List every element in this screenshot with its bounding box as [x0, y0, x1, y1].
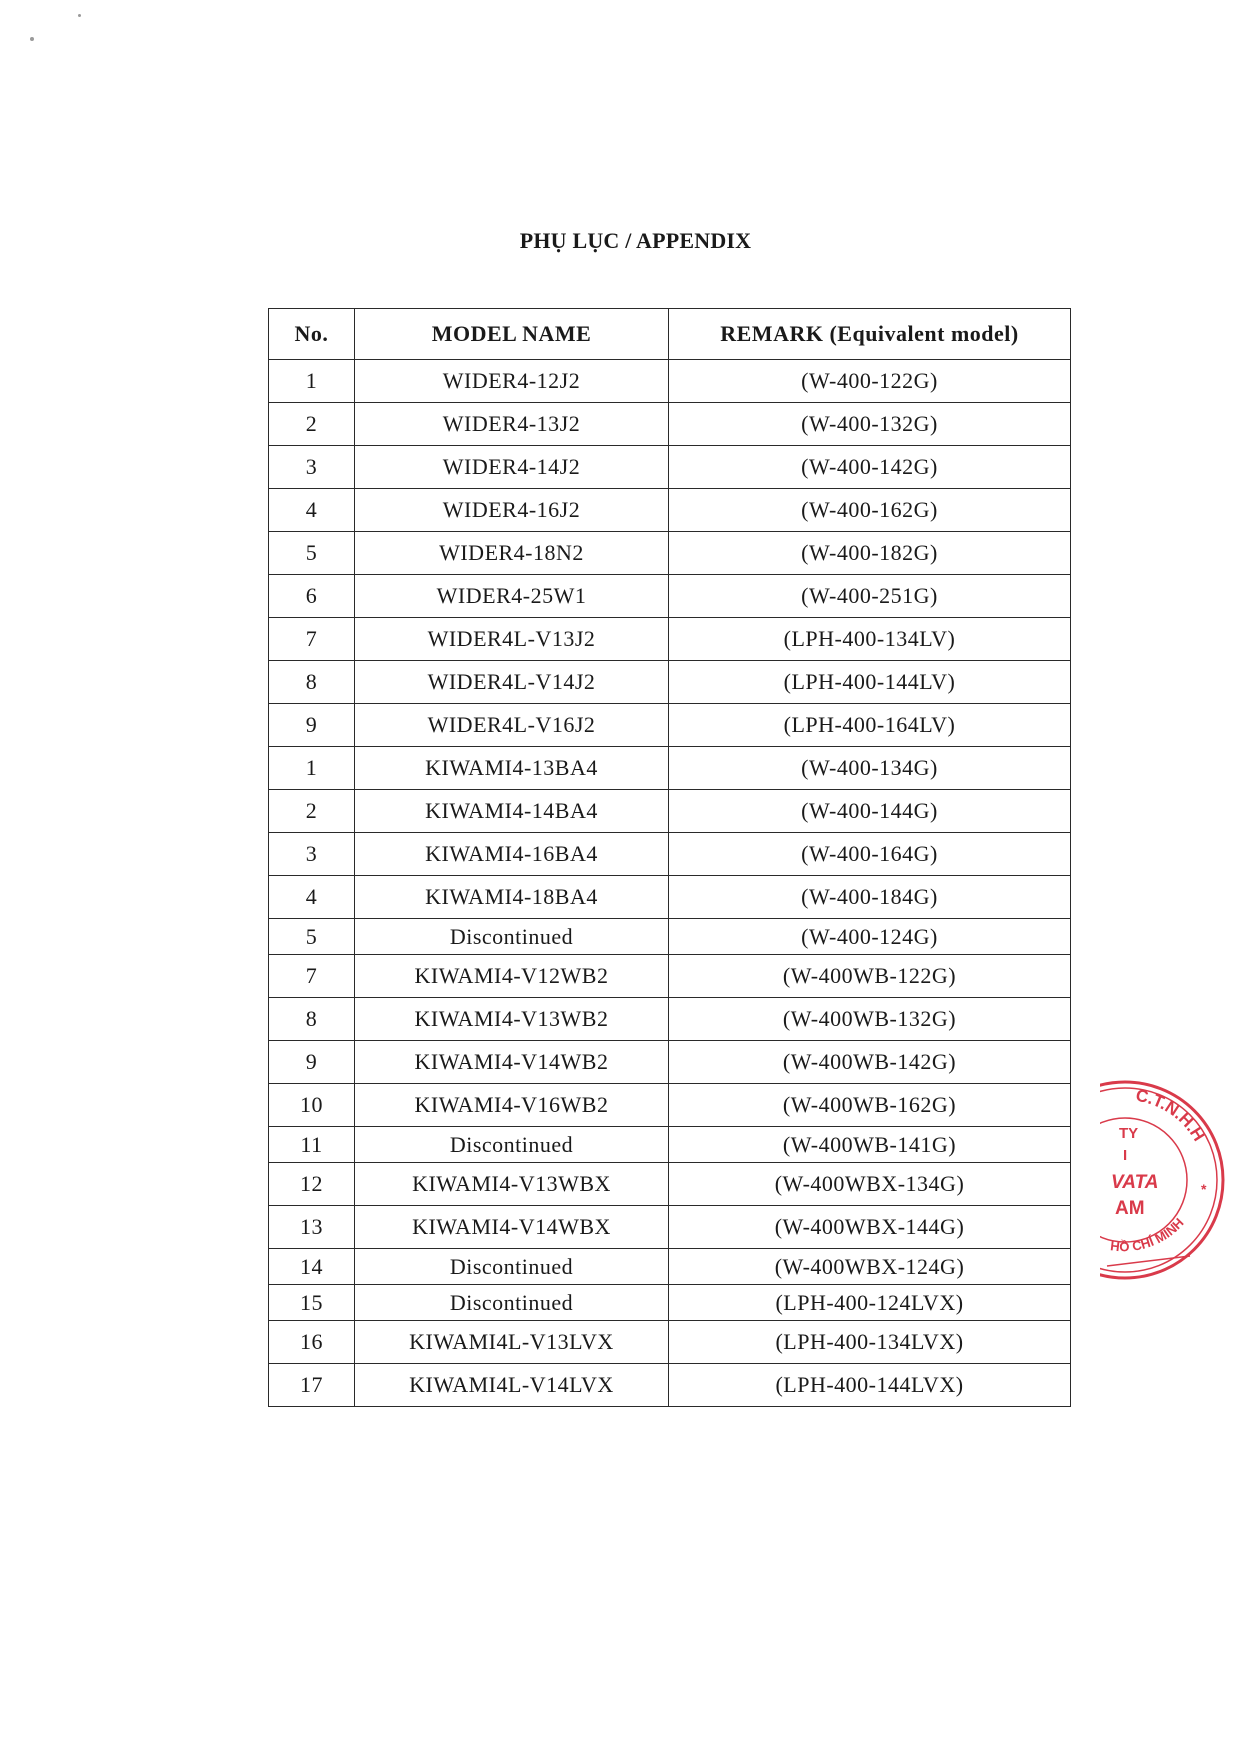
table-row [269, 1285, 1071, 1321]
cell-no: 6 [269, 575, 355, 618]
cell-model-name: WIDER4-14J2 [355, 446, 669, 489]
cell-model-name: KIWAMI4-V14WB2 [355, 1041, 669, 1084]
table-row [269, 446, 1071, 489]
cell-no: 8 [269, 661, 355, 704]
cell-model-name: WIDER4-18N2 [355, 532, 669, 575]
cell-remark: (W-400-124G) [669, 919, 1071, 955]
svg-text:TY: TY [1119, 1125, 1139, 1142]
cell-remark: (W-400WBX-134G) [669, 1163, 1071, 1206]
cell-model-name: WIDER4L-V14J2 [355, 661, 669, 704]
cell-remark: (W-400-162G) [669, 489, 1071, 532]
table-row [269, 704, 1071, 747]
cell-model-name: KIWAMI4-V14WBX [355, 1206, 669, 1249]
cell-no: 15 [269, 1285, 355, 1321]
cell-model-name: Discontinued [355, 1127, 669, 1163]
cell-model-name: WIDER4L-V13J2 [355, 618, 669, 661]
cell-remark: (LPH-400-164LV) [669, 704, 1071, 747]
cell-remark: (LPH-400-144LV) [669, 661, 1071, 704]
cell-remark: (W-400WB-141G) [669, 1127, 1071, 1163]
cell-no: 5 [269, 532, 355, 575]
table-row [269, 618, 1071, 661]
cell-no: 2 [269, 790, 355, 833]
cell-remark: (W-400WB-142G) [669, 1041, 1071, 1084]
table-row [269, 1084, 1071, 1127]
cell-remark: (W-400-144G) [669, 790, 1071, 833]
cell-remark: (W-400-251G) [669, 575, 1071, 618]
cell-remark: (W-400-132G) [669, 403, 1071, 446]
cell-remark: (LPH-400-144LVX) [669, 1364, 1071, 1407]
cell-model-name: KIWAMI4L-V13LVX [355, 1321, 669, 1364]
cell-no: 1 [269, 747, 355, 790]
cell-model-name: KIWAMI4-V16WB2 [355, 1084, 669, 1127]
cell-model-name: WIDER4-25W1 [355, 575, 669, 618]
cell-model-name: Discontinued [355, 1249, 669, 1285]
cell-remark: (W-400-142G) [669, 446, 1071, 489]
page-title: PHỤ LỤC / APPENDIX [519, 228, 752, 253]
cell-model-name: KIWAMI4-V13WB2 [355, 998, 669, 1041]
cell-no: 4 [269, 489, 355, 532]
cell-remark: (LPH-400-134LVX) [669, 1321, 1071, 1364]
company-seal-stamp [1100, 1060, 1225, 1280]
table-row [269, 1364, 1071, 1407]
svg-text:C.T.N.H.H: C.T.N.H.H [1134, 1085, 1209, 1145]
cell-remark: (W-400WB-162G) [669, 1084, 1071, 1127]
cell-model-name: KIWAMI4-V13WBX [355, 1163, 669, 1206]
table-row [269, 360, 1071, 403]
cell-model-name: Discontinued [355, 1285, 669, 1321]
table-row [269, 661, 1071, 704]
table-row [269, 833, 1071, 876]
cell-no: 9 [269, 704, 355, 747]
cell-remark: (W-400-122G) [669, 360, 1071, 403]
cell-no: 10 [269, 1084, 355, 1127]
cell-model-name: Discontinued [355, 919, 669, 955]
scan-speck [30, 37, 34, 41]
table-row [269, 489, 1071, 532]
cell-no: 11 [269, 1127, 355, 1163]
cell-model-name: KIWAMI4L-V14LVX [355, 1364, 669, 1407]
scan-speck [78, 14, 81, 17]
cell-model-name: WIDER4-12J2 [355, 360, 669, 403]
svg-text:I: I [1123, 1147, 1128, 1164]
table-row [269, 1163, 1071, 1206]
cell-remark: (W-400-164G) [669, 833, 1071, 876]
cell-remark: (W-400WBX-124G) [669, 1249, 1071, 1285]
svg-text:*: * [1201, 1181, 1207, 1197]
table-row [269, 955, 1071, 998]
cell-model-name: WIDER4-16J2 [355, 489, 669, 532]
cell-model-name: KIWAMI4-18BA4 [355, 876, 669, 919]
table-row [269, 403, 1071, 446]
table-row [269, 1206, 1071, 1249]
cell-model-name: WIDER4L-V16J2 [355, 704, 669, 747]
cell-remark: (LPH-400-124LVX) [669, 1285, 1071, 1321]
table-row [269, 532, 1071, 575]
cell-no: 5 [269, 919, 355, 955]
cell-no: 9 [269, 1041, 355, 1084]
table-header-row [269, 309, 1071, 360]
cell-no: 16 [269, 1321, 355, 1364]
cell-remark: (W-400WBX-144G) [669, 1206, 1071, 1249]
cell-model-name: KIWAMI4-13BA4 [355, 747, 669, 790]
cell-no: 2 [269, 403, 355, 446]
cell-no: 7 [269, 955, 355, 998]
cell-remark: (W-400WB-132G) [669, 998, 1071, 1041]
table-row [269, 1127, 1071, 1163]
cell-model-name: KIWAMI4-16BA4 [355, 833, 669, 876]
cell-model-name: KIWAMI4-14BA4 [355, 790, 669, 833]
table-row [269, 575, 1071, 618]
appendix-table [268, 308, 1071, 1407]
table-row [269, 790, 1071, 833]
cell-no: 7 [269, 618, 355, 661]
header-model-name: MODEL NAME [355, 309, 669, 360]
cell-no: 4 [269, 876, 355, 919]
cell-no: 1 [269, 360, 355, 403]
cell-remark: (W-400WB-122G) [669, 955, 1071, 998]
table-row [269, 1249, 1071, 1285]
cell-no: 8 [269, 998, 355, 1041]
cell-no: 13 [269, 1206, 355, 1249]
cell-no: 3 [269, 446, 355, 489]
table-row [269, 998, 1071, 1041]
cell-no: 14 [269, 1249, 355, 1285]
svg-text:AM: AM [1115, 1198, 1145, 1219]
svg-text:HỒ CHÍ MINH: HỒ CHÍ MINH [1109, 1215, 1187, 1255]
cell-remark: (W-400-134G) [669, 747, 1071, 790]
table-row [269, 1321, 1071, 1364]
table-row [269, 747, 1071, 790]
cell-model-name: KIWAMI4-V12WB2 [355, 955, 669, 998]
svg-text:VATA: VATA [1111, 1172, 1159, 1193]
cell-no: 12 [269, 1163, 355, 1206]
cell-remark: (W-400-184G) [669, 876, 1071, 919]
header-remark: REMARK (Equivalent model) [669, 309, 1071, 360]
cell-remark: (W-400-182G) [669, 532, 1071, 575]
table-row [269, 876, 1071, 919]
header-no: No. [269, 309, 355, 360]
cell-no: 17 [269, 1364, 355, 1407]
cell-model-name: WIDER4-13J2 [355, 403, 669, 446]
table-row [269, 1041, 1071, 1084]
cell-remark: (LPH-400-134LV) [669, 618, 1071, 661]
table-row [269, 919, 1071, 955]
cell-no: 3 [269, 833, 355, 876]
